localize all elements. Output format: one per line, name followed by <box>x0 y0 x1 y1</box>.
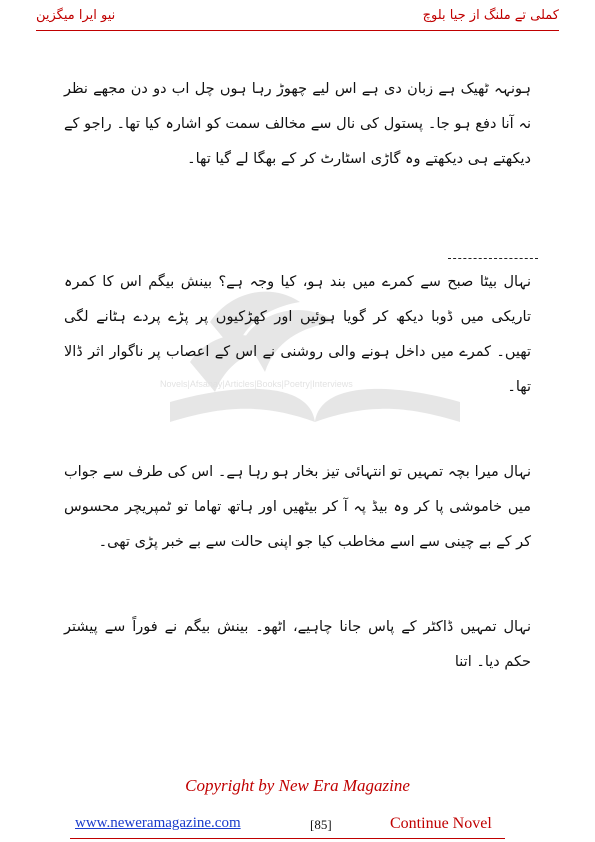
paragraph: نہال تمہیں ڈاکٹر کے پاس جانا چاہیے، اٹھو۔ بینش بیگم نے فوراً سے پیشتر حکم دیا۔ اتنا <box>64 619 531 670</box>
magazine-title: نیو ایرا میگزین <box>36 8 116 23</box>
novel-title-author: کملی تے ملنگ از جیا بلوچ <box>422 8 559 23</box>
copyright-notice: Copyright by New Era Magazine <box>185 776 410 795</box>
paragraph: نہال بیٹا صبح سے کمرے میں بند ہو، کیا وجہ ہے؟ بینش بیگم اس کا کمرہ تاریکی میں ڈوبا دیکھ کر گویا ہوئیں اور کھڑکیوں پر پڑے پردے ہٹانے لگی تھیں۔ کمرے میں داخل ہونے والی روشنی نے اس کے اعصاب پر ناگوار اثر ڈالا تھا۔ <box>64 274 531 395</box>
footer-divider <box>70 838 505 839</box>
paragraph: ہونہہ ٹھیک ہے زبان دی ہے اس لیے چھوڑ رہا ہوں چل اب دو دن مجھے نظر نہ آنا دفع ہو جا۔ پستول کی نال سے مخالف سمت کو اشارہ کیا تھا۔ راجو کے دیکھتے ہی دیکھتے وہ گاڑی اسٹارٹ کر کے بھگا لے گیا تھا۔ <box>64 81 531 167</box>
page-header <box>36 6 559 31</box>
watermark-text: Novels|Afsanay|Articles|Books|Poetry|Interviews <box>160 379 353 389</box>
website-link[interactable]: www.neweramagazine.com <box>75 815 241 831</box>
paragraph: نہال میرا بچہ تمہیں تو انتہائی تیز بخار ہو رہا ہے۔ اس کی طرف سے جواب میں خاموشی پا کر وہ بیڈ پہ آ کر بیٹھیں اور ہاتھ تھاما تو ٹمپریچر محسوس کر کے بے چینی سے اسے مخاطب کیا جو اپنی حالت سے بے خبر پڑی تھی۔ <box>64 464 531 550</box>
continue-novel-label: Continue Novel <box>390 815 492 832</box>
page-footer <box>0 815 595 837</box>
article-body <box>64 72 531 730</box>
page-number: [85] <box>310 817 332 832</box>
